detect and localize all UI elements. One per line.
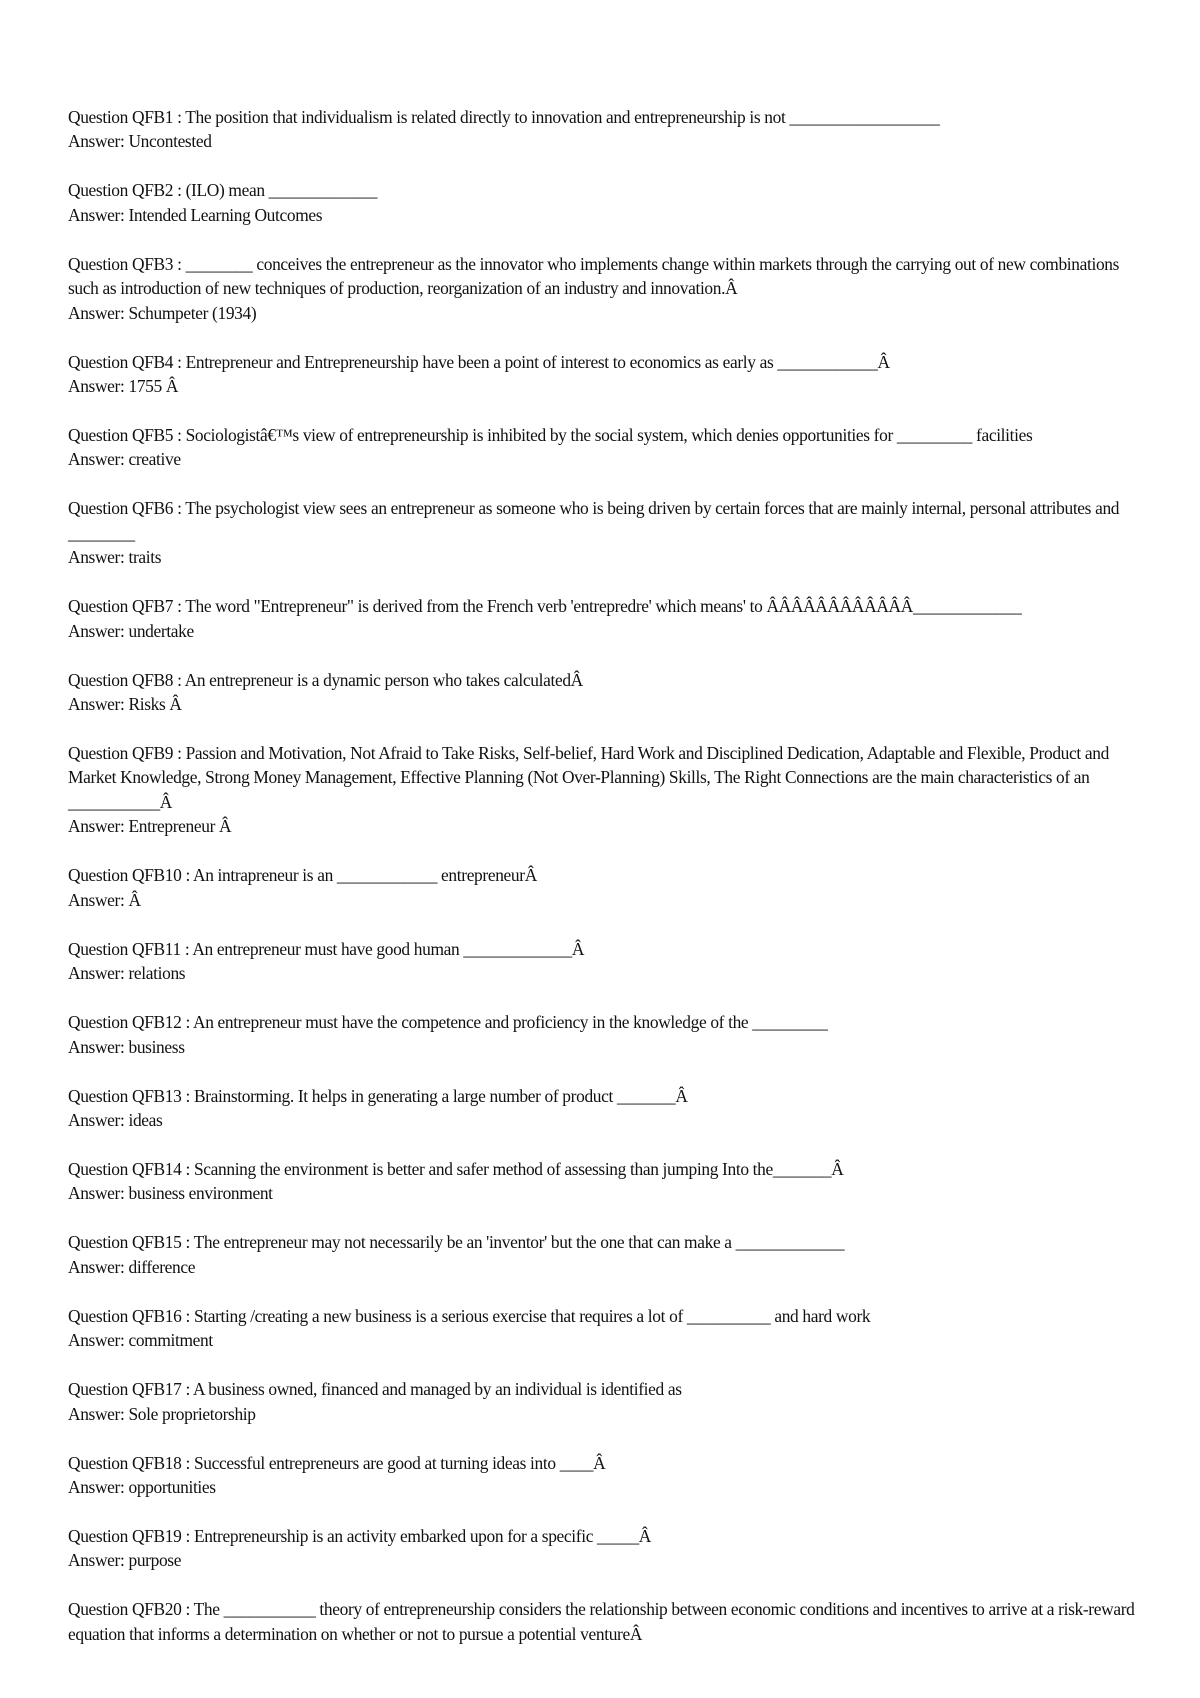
answer-text: Answer: traits bbox=[68, 547, 162, 568]
answer-text: Answer: creative bbox=[68, 449, 181, 470]
question-text: Question QFB8 : An entrepreneur is a dynamic person who takes calculatedÂ bbox=[68, 669, 583, 690]
question-text: Question QFB7 : The word "Entrepreneur" is derived from the French verb 'entrepredre' which means' to ÂÂÂÂÂÂÂÂÂÂÂÂ_____________ bbox=[68, 596, 1022, 617]
question-block-20 bbox=[68, 1597, 1148, 1646]
question-block-2 bbox=[68, 178, 1148, 227]
question-block-1 bbox=[68, 105, 1148, 154]
question-text: Question QFB15 : The entrepreneur may not necessarily be an 'inventor' but the one that can make a _____________ bbox=[68, 1232, 845, 1253]
answer-text: Answer: Sole proprietorship bbox=[68, 1403, 256, 1424]
question-block-14 bbox=[68, 1157, 1148, 1206]
question-block-12 bbox=[68, 1010, 1148, 1059]
answer-text: Answer: Â bbox=[68, 889, 141, 910]
answer-text: Answer: 1755 Â bbox=[68, 376, 179, 397]
question-block-4 bbox=[68, 350, 1148, 399]
question-text: Question QFB5 : Sociologistâ€™s view of entrepreneurship is inhibited by the social system, which denies opportunities for _________ facilities bbox=[68, 425, 1033, 446]
answer-text: Answer: purpose bbox=[68, 1550, 182, 1571]
question-text: Question QFB16 : Starting /creating a new business is a serious exercise that requires a lot of __________ and hard work bbox=[68, 1305, 871, 1326]
question-text: Question QFB2 : (ILO) mean _____________ bbox=[68, 180, 378, 201]
question-block-9 bbox=[68, 741, 1148, 839]
answer-text: Answer: difference bbox=[68, 1256, 196, 1277]
question-text: Question QFB6 : The psychologist view sees an entrepreneur as someone who is being driven by certain forces that are mainly internal, personal attributes and ________ bbox=[68, 498, 1120, 543]
answer-text: Answer: opportunities bbox=[68, 1476, 216, 1497]
answer-text: Answer: undertake bbox=[68, 620, 194, 641]
question-block-19 bbox=[68, 1524, 1148, 1573]
question-block-18 bbox=[68, 1451, 1148, 1500]
question-text: Question QFB19 : Entrepreneurship is an activity embarked upon for a specific _____Â bbox=[68, 1525, 651, 1546]
question-text: Question QFB12 : An entrepreneur must have the competence and proficiency in the knowledge of the _________ bbox=[68, 1012, 828, 1033]
question-block-16 bbox=[68, 1304, 1148, 1353]
answer-text: Answer: relations bbox=[68, 963, 186, 984]
answer-text: Answer: Intended Learning Outcomes bbox=[68, 204, 323, 225]
question-block-11 bbox=[68, 937, 1148, 986]
question-text: Question QFB17 : A business owned, financed and managed by an individual is identified as bbox=[68, 1379, 682, 1400]
answer-text: Answer: business bbox=[68, 1036, 185, 1057]
answer-text: Answer: business environment bbox=[68, 1183, 273, 1204]
answer-text: Answer: Risks Â bbox=[68, 694, 182, 715]
question-text: Question QFB1 : The position that individualism is related directly to innovation and entrepreneurship is not __________________ bbox=[68, 107, 940, 127]
question-text: Question QFB20 : The ___________ theory of entrepreneurship considers the relationship between economic conditions and incentives to arrive at a risk-reward equation that informs a determination on whether or not to pursue a potential ventureÂ bbox=[68, 1599, 1135, 1644]
question-block-13 bbox=[68, 1084, 1148, 1133]
answer-text: Answer: Entrepreneur Â bbox=[68, 816, 232, 837]
question-text: Question QFB9 : Passion and Motivation, Not Afraid to Take Risks, Self-belief, Hard Work and Disciplined Dedication, Adaptable and Flexible, Product and Market Knowledge, Strong Money Management, Effective Planning (Not Over-Planning) Skills, The Right Connections are the main characteristics of an ___________Â bbox=[68, 743, 1109, 812]
question-block-3 bbox=[68, 252, 1148, 325]
answer-text: Answer: commitment bbox=[68, 1330, 213, 1351]
question-block-17 bbox=[68, 1377, 1148, 1426]
document-page bbox=[68, 105, 1148, 1671]
question-block-6 bbox=[68, 496, 1148, 569]
question-text: Question QFB11 : An entrepreneur must have good human _____________Â bbox=[68, 938, 585, 959]
question-block-15 bbox=[68, 1230, 1148, 1279]
answer-text: Answer: Schumpeter (1934) bbox=[68, 302, 257, 323]
question-text: Question QFB3 : ________ conceives the entrepreneur as the innovator who implements change within markets through the carrying out of new combinations such as introduction of new techniques of production, reorganization of an industry and innovation.Â bbox=[68, 253, 1120, 299]
question-block-8 bbox=[68, 668, 1148, 717]
question-text: Question QFB14 : Scanning the environment is better and safer method of assessing than jumping Into the_______Â bbox=[68, 1158, 844, 1179]
question-block-7 bbox=[68, 594, 1148, 643]
question-text: Question QFB13 : Brainstorming. It helps in generating a large number of product _______Â bbox=[68, 1085, 688, 1106]
answer-text: Answer: ideas bbox=[68, 1109, 163, 1130]
question-text: Question QFB18 : Successful entrepreneurs are good at turning ideas into ____Â bbox=[68, 1452, 606, 1473]
question-text: Question QFB10 : An intrapreneur is an ____________ entrepreneurÂ bbox=[68, 865, 537, 886]
question-block-10 bbox=[68, 863, 1148, 912]
answer-text: Answer: Uncontested bbox=[68, 131, 212, 152]
question-text: Question QFB4 : Entrepreneur and Entrepreneurship have been a point of interest to economics as early as ____________Â bbox=[68, 351, 890, 372]
question-block-5 bbox=[68, 423, 1148, 472]
